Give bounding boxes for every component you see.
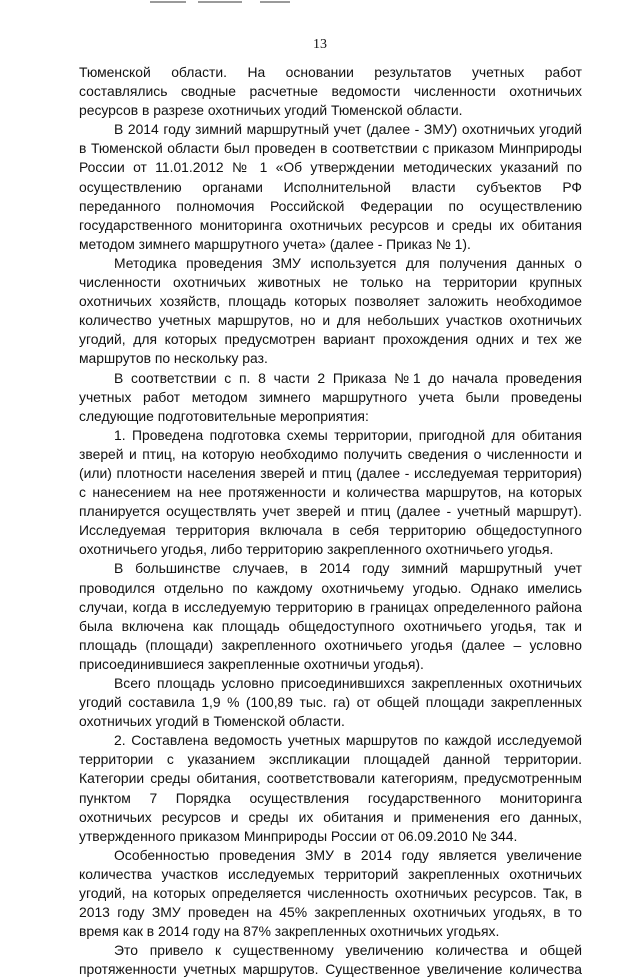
text-line: угодий, для которых предусмотрен вариант прохождения одних и тех же bbox=[79, 331, 582, 348]
text-line: следующие подготовительные мероприятия: bbox=[79, 407, 369, 424]
text-line: В соответствии с п. 8 части 2 Приказа №1 до начала проведения bbox=[114, 369, 582, 386]
text-line: учетных работ методом зимнего маршрутного учета были проведены bbox=[79, 388, 582, 405]
text-line: России от 11.01.2012 № 1 «Об утверждении методических указаний по bbox=[79, 159, 582, 176]
text-line: В 2014 году зимний маршрутный учет (далее - ЗМУ) охотничьих угодий bbox=[114, 121, 582, 138]
text-line: переданного полномочия Российской Федерации по осуществлению bbox=[79, 197, 582, 214]
text-line: методом зимнего маршрутного учета» (далее - Приказ № 1). bbox=[79, 235, 471, 252]
text-line: угодий составила 1,9 % (100,89 тыс. га) от общей площади закрепленных bbox=[79, 694, 582, 711]
text-line: зверей и птиц, на которую необходимо получить сведения о численности и bbox=[79, 445, 582, 462]
text-line: присоединившиеся закрепленные охотничьи угодья). bbox=[79, 655, 424, 672]
text-line: Всего площадь условно присоединившихся закрепленных охотничьих bbox=[114, 675, 582, 691]
text-line: ресурсов в разрезе охотничьих угодий Тюменской области. bbox=[79, 102, 463, 119]
text-line: время как в 2014 году на 87% закрепленных охотничьих угодьях. bbox=[79, 923, 500, 940]
paragraph-feature-2014 bbox=[79, 846, 582, 941]
text-line: количества участков исследуемых территорий закрепленных охотничьих bbox=[79, 865, 582, 882]
text-line: площадь (площади) закрепленного охотничьего угодья (далее – условно bbox=[79, 636, 582, 653]
text-line: Это привело к существенному увеличению количества и общей bbox=[114, 942, 582, 959]
text-line: случаи, когда в исследуемую территорию в границах определенного района bbox=[79, 598, 582, 615]
text-line: Категории среды обитания, соответствовали категориям, предусмотренным bbox=[79, 770, 582, 787]
text-line: проводился отдельно по каждому охотничьему угодью. Однако имелись bbox=[79, 579, 582, 596]
text-line: планируется осуществлять учет зверей и птиц (далее - учетный маршрут). bbox=[79, 503, 582, 520]
text-line: охотничьего угодья, либо территорию закрепленного охотничьего угодья. bbox=[79, 541, 554, 558]
paragraph-methodology bbox=[79, 254, 582, 369]
text-line: маршрутов по нескольку раз. bbox=[79, 350, 268, 367]
text-line: охотничьих угодий в Тюменской области. bbox=[79, 713, 345, 730]
paragraph-most-cases bbox=[79, 559, 582, 674]
paragraph-consequence bbox=[79, 941, 582, 979]
text-line: охотничьих хозяйств, площадь которых позволяет заложить необходимое bbox=[79, 293, 582, 310]
text-line: Особенностью проведения ЗМУ в 2014 году является увеличение bbox=[114, 846, 582, 863]
text-line: пунктом 7 Порядка осуществления государственного мониторинга bbox=[79, 789, 582, 806]
paragraph-continuation bbox=[79, 63, 582, 120]
text-line: количество учетных маршрутов, но и для небольших участков охотничьих bbox=[79, 312, 582, 329]
text-line: утвержденного приказом Минприроды России от 06.09.2010 № 344. bbox=[79, 827, 518, 844]
page-number: 13 bbox=[313, 37, 327, 52]
paragraph-zmu-2014 bbox=[79, 120, 582, 254]
text-line: В большинстве случаев, в 2014 году зимний маршрутный учет bbox=[114, 560, 582, 577]
scan-artifact-marks bbox=[150, 0, 300, 4]
text-line: численности охотничьих животных не только на территории крупных bbox=[79, 274, 582, 291]
scan-artifact-mark bbox=[260, 1, 290, 3]
text-line: Исследуемая территория включала в себя территорию общедоступного bbox=[79, 522, 582, 539]
text-line: была включена как площадь общедоступного охотничьего угодья, так и bbox=[79, 617, 582, 634]
text-line: (или) плотности населения зверей и птиц (далее - исследуемая территория) bbox=[79, 464, 582, 481]
text-line: 2013 году ЗМУ проведен на 45% закрепленных охотничьих угодьях, в то bbox=[79, 904, 582, 921]
document-body bbox=[79, 63, 582, 980]
text-line: в Тюменской области был проведен в соответствии с приказом Минприроды bbox=[79, 140, 582, 157]
scan-artifact-mark bbox=[150, 1, 186, 3]
text-line: государственного мониторинга охотничьих ресурсов и среды их обитания bbox=[79, 216, 582, 233]
text-line: 1. Проведена подготовка схемы территории, пригодной для обитания bbox=[114, 426, 582, 443]
paragraph-item-1 bbox=[79, 426, 582, 560]
text-line: угодий, на которых определяется численность охотничьих ресурсов. Так, в bbox=[79, 885, 582, 902]
text-line: Тюменской области. На основании результатов учетных работ bbox=[79, 64, 582, 80]
text-line: охотничьих ресурсов и среды их обитания и применения его данных, bbox=[79, 808, 582, 825]
text-line: территории с указанием экспликации площадей данной территории. bbox=[79, 751, 582, 768]
paragraph-preparation bbox=[79, 369, 582, 426]
text-line: протяженности учетных маршрутов. Существенное увеличение количества bbox=[79, 961, 582, 978]
text-line: осуществлению органами Исполнительной власти субъектов РФ bbox=[79, 178, 582, 195]
text-line: Методика проведения ЗМУ используется для получения данных о bbox=[114, 254, 582, 271]
text-line: с нанесением на нее протяженности и количества маршрутов, на которых bbox=[79, 484, 582, 501]
scan-artifact-mark bbox=[198, 1, 242, 3]
paragraph-total-area bbox=[79, 674, 582, 731]
text-line: 2. Составлена ведомость учетных маршрутов по каждой исследуемой bbox=[114, 732, 582, 749]
text-line: составлялись сводные расчетные ведомости численности охотничьих bbox=[79, 83, 582, 100]
paragraph-item-2 bbox=[79, 731, 582, 846]
